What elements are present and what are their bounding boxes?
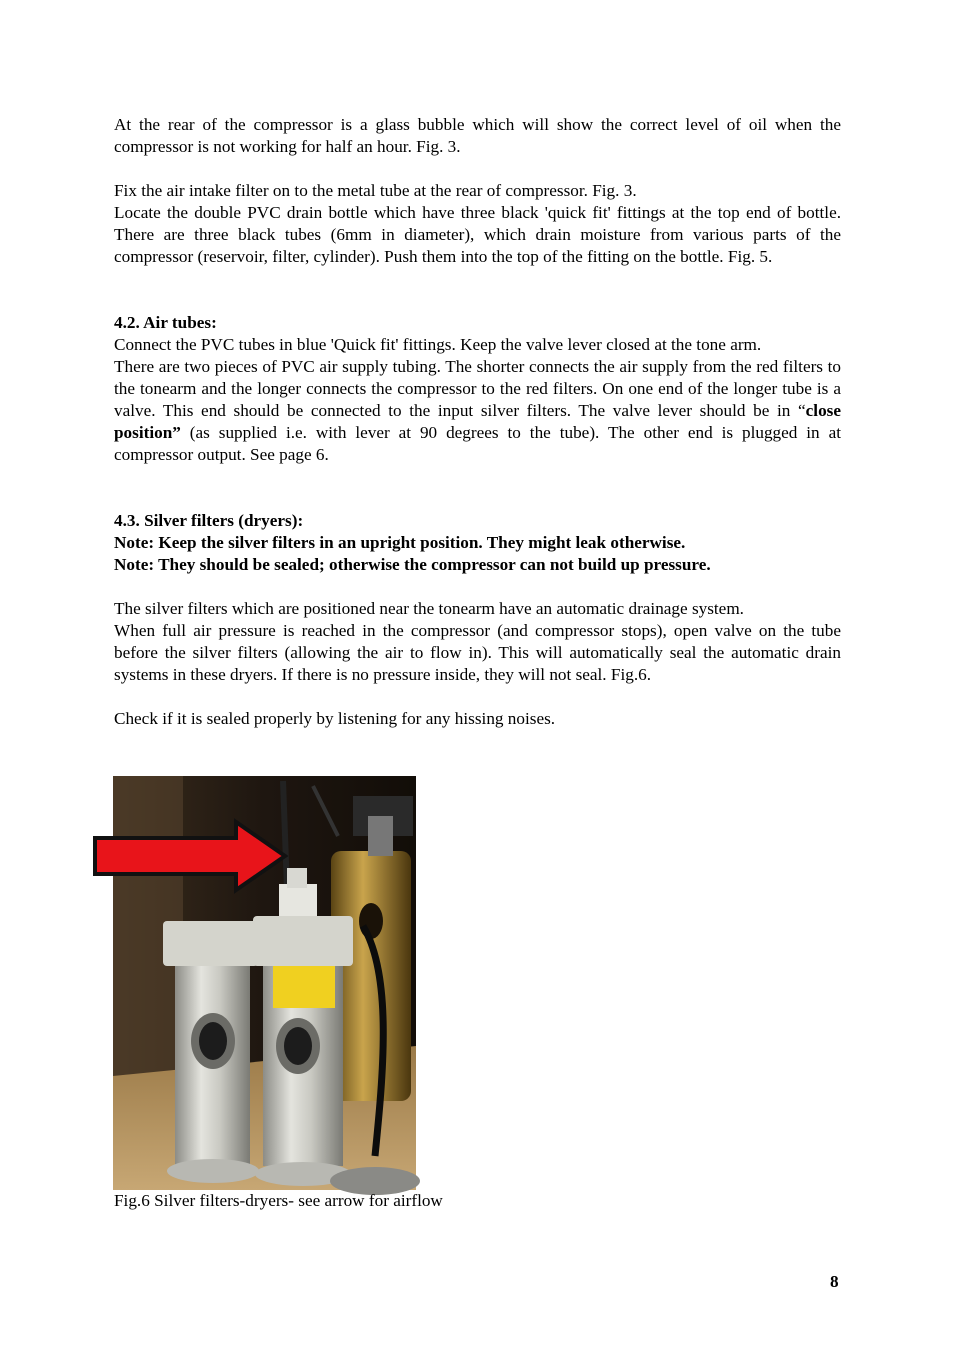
text-run: (as supplied i.e. with lever at 90 degrees to the tube). The other end is plugged in at compressor output. See page 6.: [114, 423, 841, 464]
text-run: There are two pieces of PVC air supply tubing. The shorter connects the air supply from the red filters to the tonearm and the longer connects the compressor to the red filters. On one end of the longer tube is a valve. This end should be connected to the input silver filters. The valve lever should be in “: [114, 357, 841, 420]
note-sealed: Note: They should be sealed; otherwise the compressor can not build up pressure.: [114, 555, 711, 574]
text-run-bold: close position”: [114, 401, 841, 442]
paragraph-check-sealed: Check if it is sealed properly by listening for any hissing noises.: [114, 709, 556, 728]
page-content: [114, 114, 841, 730]
paragraph-connect-tubes: Connect the PVC tubes in blue 'Quick fit' fittings. Keep the valve lever closed at the tone arm.: [114, 335, 762, 354]
paragraph-oil-level: At the rear of the compressor is a glass bubble which will show the correct level of oil when the compressor is not working for half an hour. Fig. 3.: [114, 115, 841, 156]
heading-air-tubes: 4.2. Air tubes:: [114, 313, 217, 332]
note-upright: Note: Keep the silver filters in an upright position. They might leak otherwise.: [114, 533, 686, 552]
paragraph-drainage: The silver filters which are positioned near the tonearm have an automatic drainage system.: [114, 599, 744, 618]
page-number: 8: [830, 1272, 839, 1291]
paragraph-air-supply-tubing: [114, 356, 841, 466]
figure-caption: Fig.6 Silver filters-dryers- see arrow for airflow: [114, 1191, 443, 1210]
heading-silver-filters: 4.3. Silver filters (dryers):: [114, 511, 304, 530]
silver-filters-photo: [113, 776, 416, 1190]
paragraph-drain-bottle: Locate the double PVC drain bottle which have three black 'quick fit' fittings at the top end of bottle. There are three black tubes (6mm in diameter), which drain moisture from various parts of the compressor (reservoir, filter, cylinder). Push them into the top of the fitting on the bottle. Fig. 5.: [114, 203, 841, 266]
paragraph-air-intake: Fix the air intake filter on to the metal tube at the rear of compressor. Fig. 3.: [114, 181, 637, 200]
paragraph-full-pressure: When full air pressure is reached in the compressor (and compressor stops), open valve on the tube before the silver filters (allowing the air to flow in). This will automatically seal the automatic drain systems in these dryers. If there is no pressure inside, they will not seal. Fig.6.: [114, 621, 841, 684]
